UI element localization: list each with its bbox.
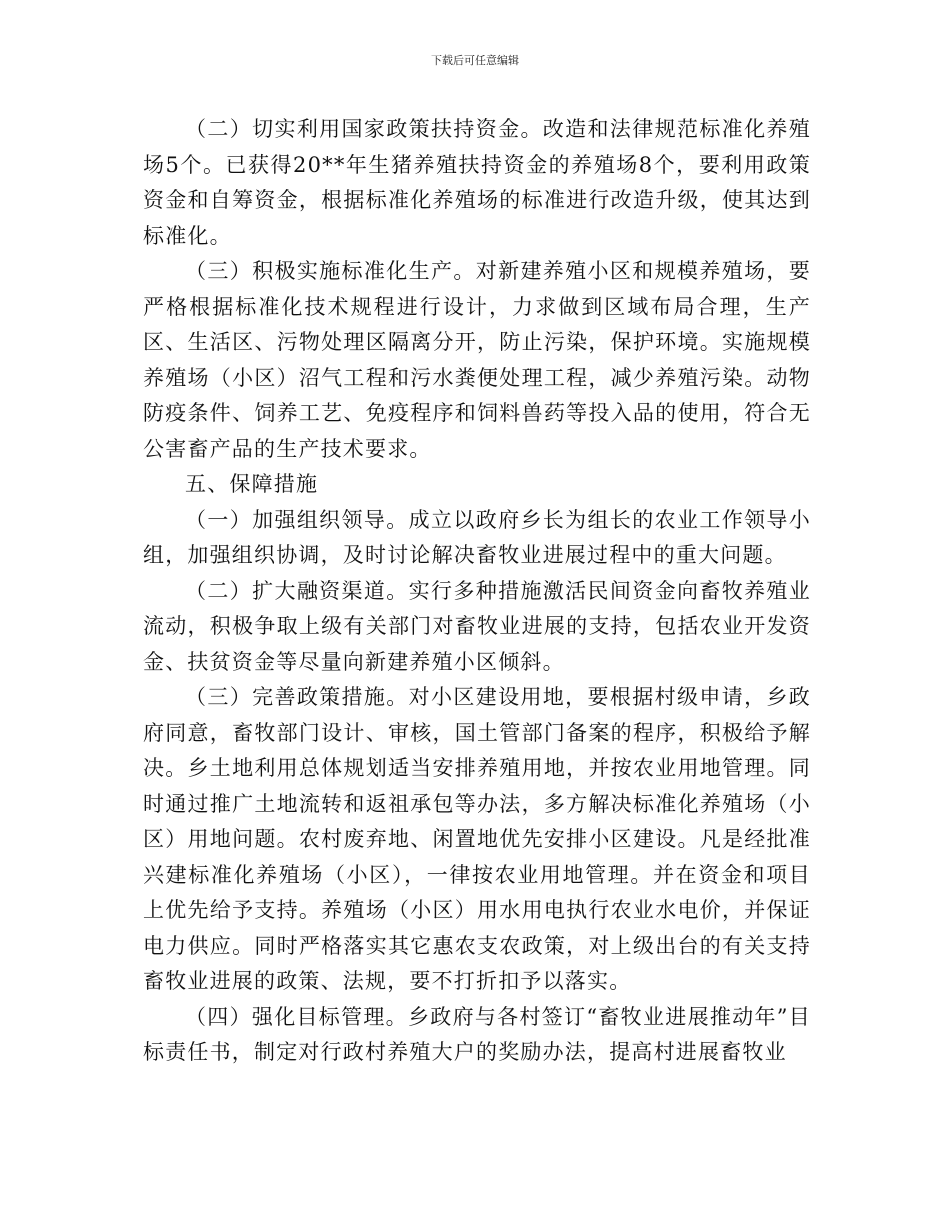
section-heading-safeguards: 五、保障措施: [185, 472, 319, 496]
paragraph-financing-channels: （二）扩大融资渠道。实行多种措施激活民间资金向畜牧养殖业流动，积极争取上级有关部门对畜牧业进展的支持，包括农业开发资金、扶贫资金等尽量向新建养殖小区倾斜。: [143, 578, 811, 674]
paragraph-organization-leadership: （一）加强组织领导。成立以政府乡长为组长的农业工作领导小组，加强组织协调，及时讨论解决畜牧业进展过程中的重大问题。: [143, 507, 811, 567]
paragraph-standardized-production: （三）积极实施标准化生产。对新建养殖小区和规模养殖场，要严格根据标准化技术规程进行设计，力求做到区域布局合理，生产区、生活区、污物处理区隔离分开，防止污染，保护环境。实施规模养殖场（小区）沼气工程和污水粪便处理工程，减少养殖污染。动物防疫条件、饲养工艺、免疫程序和饲料兽药等投入品的使用，符合无公害畜产品的生产技术要求。: [143, 259, 811, 461]
paragraph-target-management: （四）强化目标管理。乡政府与各村签订“畜牧业进展推动年”目标责任书，制定对行政村养殖大户的奖励办法，提高村进展畜牧业: [143, 1004, 811, 1064]
document-body: [143, 112, 811, 1071]
paragraph-policy-funds: （二）切实利用国家政策扶持资金。改造和法律规范标准化养殖场5个。已获得20**年生猪养殖扶持资金的养殖场8个，要利用政策资金和自筹资金，根据标准化养殖场的标准进行改造升级，使其达到标准化。: [143, 117, 811, 248]
paragraph-policy-measures: （三）完善政策措施。对小区建设用地，要根据村级申请，乡政府同意，畜牧部门设计、审核，国土管部门备案的程序，积极给予解决。乡土地利用总体规划适当安排养殖用地，并按农业用地管理。同时通过推广土地流转和返祖承包等办法，多方解决标准化养殖场（小区）用地问题。农村废弃地、闲置地优先安排小区建设。凡是经批准兴建标准化养殖场（小区），一律按农业用地管理。并在资金和项目上优先给予支持。养殖场（小区）用水用电执行农业水电价，并保证电力供应。同时严格落实其它惠农支农政策，对上级出台的有关支持畜牧业进展的政策、法规，要不打折扣予以落实。: [143, 685, 811, 993]
page-header: 下载后可任意编辑: [431, 54, 519, 67]
